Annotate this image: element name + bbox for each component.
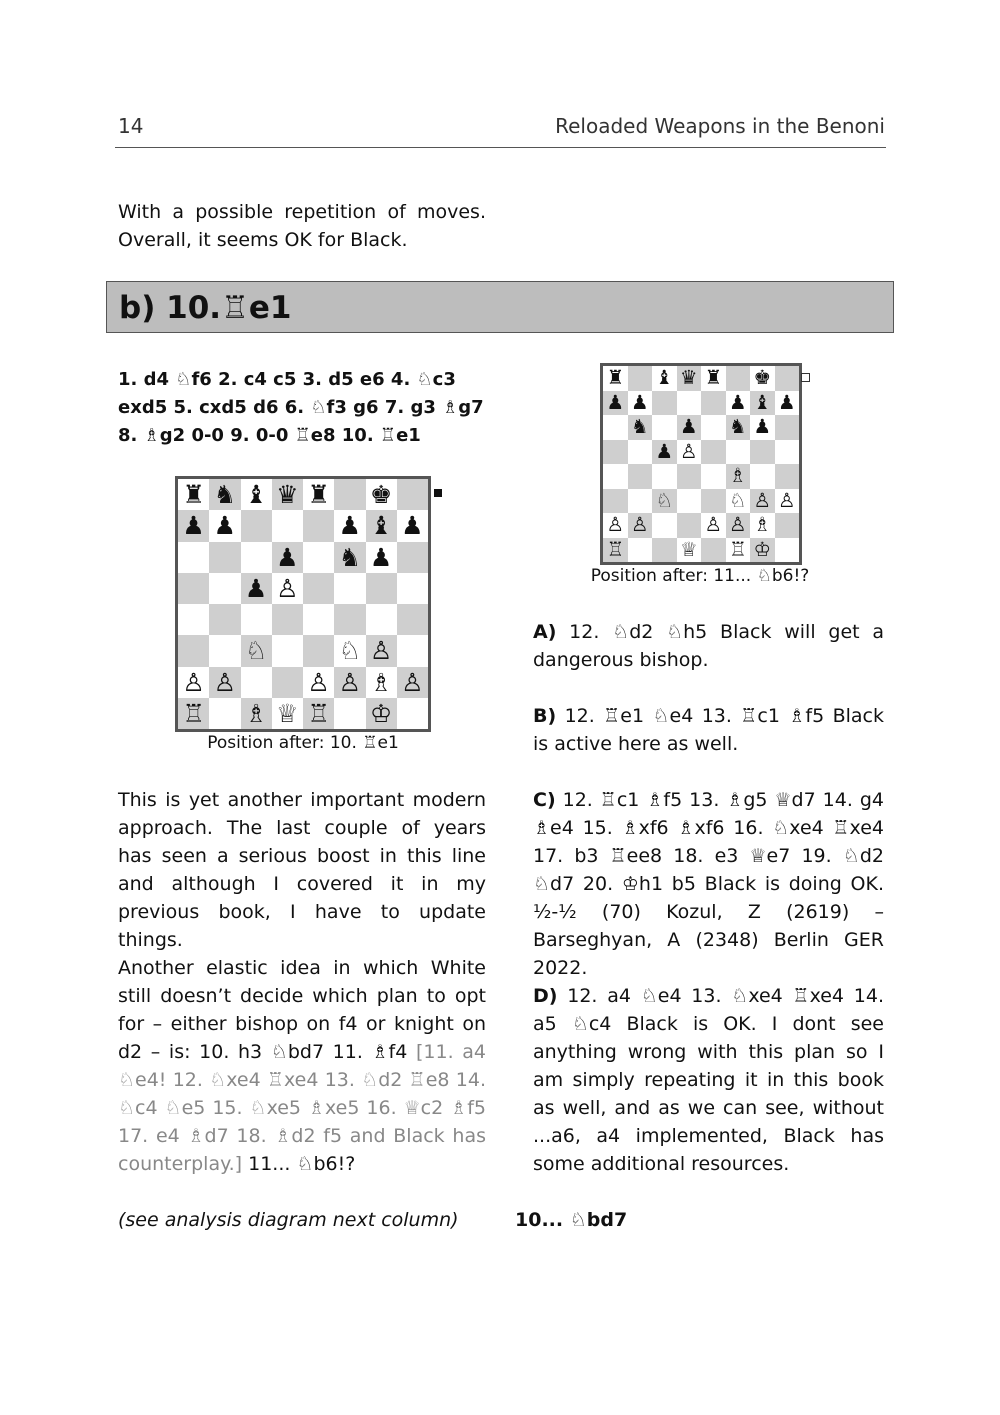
board-square	[775, 440, 800, 465]
chess-piece: ♚	[753, 366, 772, 389]
chess-piece: ♗	[753, 513, 772, 536]
chess-piece: ♘	[655, 488, 674, 512]
chess-piece: ♗	[369, 667, 393, 697]
chess-piece: ♟	[753, 415, 772, 438]
chess-piece: ♞	[728, 415, 747, 438]
header-divider	[115, 147, 886, 148]
intro-paragraph: With a possible repetition of moves. Overall, it seems OK for Black.	[118, 201, 486, 251]
chess-piece: ♙	[777, 488, 796, 512]
board-square	[397, 604, 428, 635]
board-square	[303, 510, 334, 541]
chess-piece: ♟	[213, 511, 237, 541]
board-square	[366, 573, 397, 604]
chess-piece: ♟	[244, 573, 268, 603]
chess-piece: ♘	[338, 636, 362, 666]
chess-piece: ♜	[182, 480, 205, 509]
board-square	[701, 464, 726, 489]
variation-a	[533, 618, 884, 674]
board-square	[334, 604, 365, 635]
board-square	[303, 604, 334, 635]
board-square	[303, 635, 334, 666]
chess-piece: ♟	[728, 390, 747, 414]
chess-piece: ♞	[213, 480, 237, 509]
variation-d	[533, 982, 884, 1178]
board-square	[334, 573, 365, 604]
board-square	[652, 464, 677, 489]
chess-piece: ♛	[679, 366, 698, 389]
chess-piece: ♖	[606, 537, 625, 561]
board-square	[750, 464, 775, 489]
chess-piece: ♝	[753, 390, 772, 414]
board-square	[775, 464, 800, 489]
chess-piece: ♜	[307, 480, 330, 509]
chess-piece: ♜	[606, 366, 625, 389]
board-square	[178, 542, 209, 573]
board-square	[603, 440, 628, 465]
board-square	[209, 604, 240, 635]
board-square	[775, 366, 800, 391]
board-square	[366, 604, 397, 635]
chess-piece: ♙	[369, 636, 393, 666]
left-paragraph-2-tail: 11... ♘b6!?	[242, 1153, 356, 1175]
board-square	[701, 440, 726, 465]
variation-a-text: 12. ♘d2 ♘h5 Black will get a dangerous bishop.	[533, 621, 884, 671]
black-to-move-marker	[434, 489, 442, 497]
board-square	[272, 604, 303, 635]
board-square	[241, 510, 272, 541]
board-square	[397, 635, 428, 666]
chess-piece: ♟	[777, 390, 796, 414]
board-square	[652, 538, 677, 563]
board-square	[775, 415, 800, 440]
final-move: 10... ♘bd7	[515, 1209, 628, 1231]
board-square	[178, 635, 209, 666]
board-square	[726, 440, 751, 465]
left-paragraph-1: This is yet another important modern approach. The last couple of years has seen a serious boost in this line and although I covered it in my previous book, I have to update things.	[118, 789, 486, 951]
left-paragraph-2-sideline: [11. a4 ♘e4! 12. ♘xe4 ♖xe4 13. ♘d2 ♖e8 14. ♘c4 ♘e5 15. ♘xe5 ♗xe5 16. ♕c2 ♗f5 17. e4 ♗d7 18. ♗d2 f5 and Black has counterplay.]	[118, 1041, 486, 1175]
board-square	[397, 698, 428, 729]
board-square	[272, 667, 303, 698]
chess-piece: ♘	[244, 636, 268, 666]
board-square	[628, 464, 653, 489]
main-line-moves: 1. d4 ♘f6 2. c4 c5 3. d5 e6 4. ♘c3 exd5 5. cxd5 d6 6. ♘f3 g6 7. g3 ♗g7 8. ♗g2 0-0 9. 0-0 ♖e8 10. ♖e1	[118, 369, 484, 446]
board-square	[701, 391, 726, 416]
chess-piece: ♟	[401, 511, 424, 541]
chess-piece: ♚	[369, 480, 393, 509]
chess-piece: ♔	[753, 537, 772, 561]
chess-piece: ♙	[753, 488, 772, 512]
board-square	[701, 415, 726, 440]
section-heading: b) 10.♖e1	[106, 281, 894, 333]
board-square	[603, 489, 628, 514]
chess-piece: ♜	[704, 366, 723, 389]
chess-piece: ♞	[338, 542, 362, 572]
board-square	[677, 489, 702, 514]
analysis-note: (see analysis diagram next column)	[118, 1209, 459, 1231]
variation-b	[533, 702, 884, 758]
board-square	[603, 415, 628, 440]
chess-piece: ♙	[630, 513, 649, 536]
chess-piece: ♙	[704, 513, 723, 536]
board-square	[677, 391, 702, 416]
diagram-1-caption: Position after: 10. ♖e1	[207, 733, 399, 753]
board-square	[652, 513, 677, 538]
chess-piece: ♖	[182, 698, 205, 728]
board-square	[397, 542, 428, 573]
board-square	[628, 440, 653, 465]
board-square	[677, 513, 702, 538]
variation-a-label: A)	[533, 621, 557, 643]
chess-piece: ♙	[213, 667, 237, 697]
board-square	[750, 440, 775, 465]
chess-piece: ♟	[655, 439, 674, 463]
chess-piece: ♖	[307, 698, 330, 728]
board-square	[652, 391, 677, 416]
running-header-title: Reloaded Weapons in the Benoni	[555, 114, 885, 138]
chess-piece: ♖	[728, 537, 747, 561]
variation-d-text: 12. a4 ♘e4 13. ♘xe4 ♖xe4 14. a5 ♘c4 Black is OK. I dont see anything wrong with this plan so I am simply repeating it in this book as well, and as we can see, without ...a6, a4 implemented, Black has some additional resources.	[533, 985, 884, 1175]
chess-piece: ♟	[606, 390, 625, 414]
variation-b-text: 12. ♖e1 ♘e4 13. ♖c1 ♗f5 Black is active here as well.	[533, 705, 884, 755]
chess-piece: ♙	[679, 439, 698, 463]
board-square	[209, 573, 240, 604]
chess-piece: ♟	[276, 542, 299, 572]
board-square	[334, 698, 365, 729]
board-square	[303, 573, 334, 604]
variation-b-label: B)	[533, 705, 557, 727]
board-square	[303, 542, 334, 573]
board-square	[603, 464, 628, 489]
chess-piece: ♝	[369, 511, 393, 541]
board-square	[628, 366, 653, 391]
chess-piece: ♛	[276, 480, 299, 509]
chess-piece: ♙	[182, 667, 205, 697]
chess-piece: ♟	[679, 415, 698, 438]
board-square	[701, 538, 726, 563]
board-square	[726, 366, 751, 391]
chess-piece: ♟	[338, 511, 362, 541]
board-square	[628, 538, 653, 563]
board-square	[272, 510, 303, 541]
board-square	[209, 635, 240, 666]
board-square	[209, 542, 240, 573]
board-square	[241, 604, 272, 635]
white-to-move-marker	[801, 373, 810, 382]
chess-piece: ♝	[244, 480, 268, 509]
board-square	[701, 489, 726, 514]
chess-piece: ♙	[307, 667, 330, 697]
board-square	[178, 573, 209, 604]
board-square	[272, 635, 303, 666]
chess-piece: ♔	[369, 698, 393, 728]
board-square	[334, 479, 365, 510]
chess-piece: ♞	[630, 415, 649, 438]
chess-piece: ♗	[244, 698, 268, 728]
variation-d-label: D)	[533, 985, 558, 1007]
variation-c-text: 12. ♖c1 ♗f5 13. ♗g5 ♕d7 14. g4 ♗e4 15. ♗xf6 ♗xf6 16. ♘xe4 ♖xe4 17. b3 ♖ee8 18. e3 ♕e7 19. ♘d2 ♘d7 20. ♔h1 b5 Black is doing OK. ½-½ (70) Kozul, Z (2619) – Barseghyan, A (2348) Berlin GER 2022.	[533, 789, 884, 979]
chess-piece: ♗	[728, 464, 747, 487]
left-paragraph-2	[118, 954, 486, 1178]
diagram-2-caption: Position after: 11... ♘b6!?	[590, 566, 810, 586]
board-square	[775, 513, 800, 538]
board-square	[775, 538, 800, 563]
board-square	[209, 698, 240, 729]
chess-piece: ♙	[338, 667, 362, 697]
chess-piece: ♟	[369, 542, 393, 572]
board-square	[652, 415, 677, 440]
variation-c-label: C)	[533, 789, 556, 811]
board-square	[241, 542, 272, 573]
board-square	[397, 479, 428, 510]
board-square	[628, 489, 653, 514]
board-square	[397, 573, 428, 604]
board-square	[677, 464, 702, 489]
board-square	[178, 604, 209, 635]
chess-piece: ♟	[630, 390, 649, 414]
chess-piece: ♙	[606, 513, 625, 536]
variation-c	[533, 786, 884, 982]
chess-diagram-2	[600, 363, 802, 565]
chess-piece: ♕	[276, 698, 299, 728]
page-number: 14	[118, 114, 144, 138]
chess-diagram-1	[175, 476, 431, 732]
chess-piece: ♟	[182, 511, 205, 541]
chess-piece: ♕	[679, 537, 698, 561]
left-paragraph-2-main: Another elastic idea in which White still doesn’t decide which plan to opt for – either bishop on f4 or knight on d2 – is: 10. h3 ♘bd7 11. ♗f4	[118, 957, 486, 1063]
chess-piece: ♝	[655, 366, 674, 389]
chess-piece: ♘	[728, 488, 747, 512]
chess-piece: ♙	[401, 667, 424, 697]
chess-piece: ♙	[276, 573, 299, 603]
board-square	[241, 667, 272, 698]
chess-piece: ♙	[728, 513, 747, 536]
